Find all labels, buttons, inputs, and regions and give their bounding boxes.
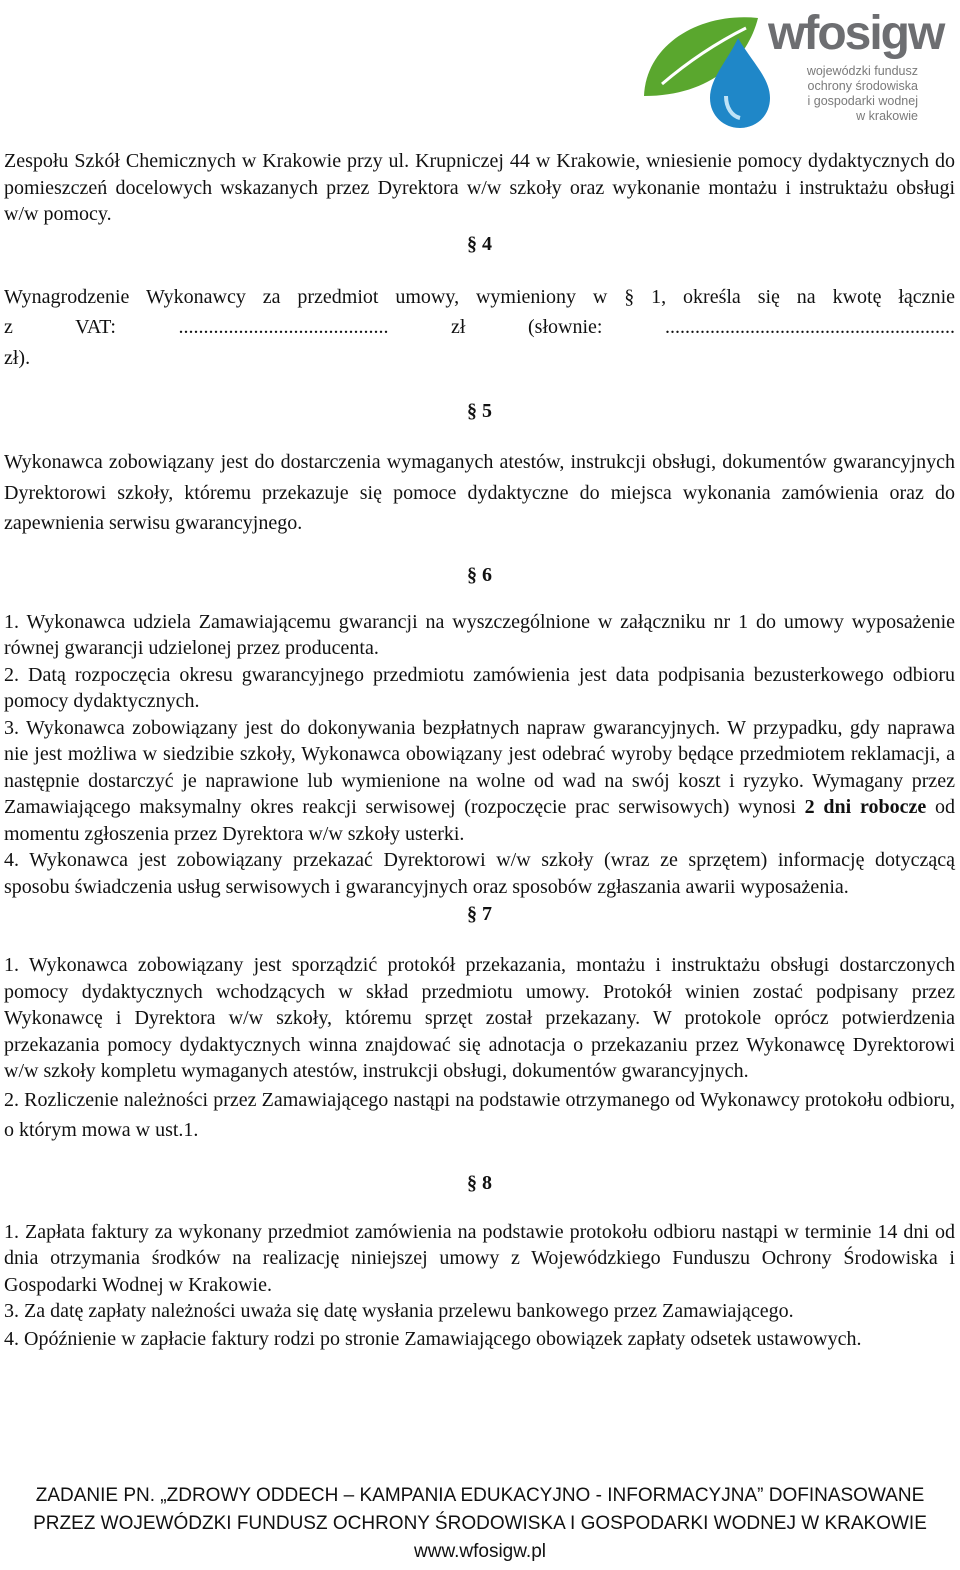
section-8-item-1: 1. Zapłata faktury za wykonany przedmiot zamówienia na podstawie protokołu odbioru nastąpi w terminie 14 dni od dnia otrzymania środków na realizację niniejszej umowy z Wojewódzkiego Funduszu Ochrony Środowiska i Gospodarki Wodnej w Krakowie. — [4, 1220, 955, 1296]
logo-tagline: wojewódzki fundusz ochrony środowiska i gospodarki wodnej w krakowie — [806, 64, 918, 123]
section-4-heading: § 4 — [467, 232, 492, 255]
response-time-emphasis: 2 dni robocze — [804, 796, 927, 818]
section-6-item-2: 2. Datą rozpoczęcia okresu gwarancyjnego przedmiotu zamówienia jest data podpisania bezusterkowego odbioru pomocy dydaktycznych. — [4, 663, 955, 712]
section-6-body — [4, 609, 955, 901]
section-6-item-4: 4. Wykonawca jest zobowiązany przekazać Dyrektorowi w/w szkoły (wraz ze sprzętem) informację dotyczącą sposobu świadczenia usług serwisowych i gwarancyjnych oraz sposobów zgłaszania awarii wyposażenia. — [4, 849, 955, 898]
footer-url: www.wfosigw.pl — [414, 1541, 546, 1562]
section-8-item-4: 4. Opóźnienie w zapłacie faktury rodzi po stronie Zamawiającego obowiązek zapłaty odsetek ustawowych. — [4, 1327, 862, 1350]
footer-line-1: ZADANIE PN. „ZDROWY ODDECH – KAMPANIA EDUKACYJNO - INFORMACYJNA” DOFINASOWANE — [35, 1485, 925, 1506]
section-7-heading: § 7 — [467, 903, 492, 925]
section-5-heading: § 5 — [467, 400, 492, 422]
document-body — [4, 148, 955, 1353]
section-6-item-3: 3. Wykonawca zobowiązany jest do dokonywania bezpłatnych napraw gwarancyjnych. W przypadku, gdy naprawa nie jest możliwa w siedzibie szkoły, Wykonawca obowiązany jest odebrać wyroby będące przedmiotem reklamacji, a następnie dostarczyć je naprawione lub wymienione na wolne od wad na swój koszt i ryzyko. Wymagany przez Zamawiającego maksymalny okres reakcji serwisowej (rozpoczęcie prac serwisowych) wynosi 2 dni robocze od momentu zgłoszenia przez Dyrektora w/w szkoły usterki. — [4, 716, 955, 845]
section-4-body — [4, 282, 955, 374]
section-8-item-3: 3. Za datę zapłaty należności uważa się datę wysłania przelewu bankowego przez Zamawiającego. — [4, 1300, 794, 1322]
wfosigw-logo — [640, 4, 944, 130]
section-7-body — [4, 952, 955, 1145]
section-8-body — [4, 1219, 955, 1353]
logo-wordmark: wfosigw — [768, 7, 944, 60]
section-4-line-1: Wynagrodzenie Wykonawcy za przedmiot umowy, wymieniony w § 1, określa się na kwotę łącznie — [4, 285, 955, 308]
page-footer — [0, 1482, 960, 1566]
section-6-item-1: 1. Wykonawca udziela Zamawiającemu gwarancji na wyszczególnione w załączniku nr 1 do umowy wyposażenie równej gwarancji udzielonej przez producenta. — [4, 610, 955, 659]
intro-paragraph: Zespołu Szkół Chemicznych w Krakowie przy ul. Krupniczej 44 w Krakowie, wniesienie pomocy dydaktycznych do pomieszczeń docelowych wskazanych przez Dyrektora w/w szkoły oraz wykonanie montażu i instruktażu obsługi w/w pomocy. — [4, 150, 955, 225]
section-4-line-3: zł). — [4, 346, 31, 369]
leaf-drop-icon — [640, 4, 780, 130]
section-8-heading: § 8 — [467, 1171, 492, 1194]
section-4-line-2: z VAT: .......................................... zł (słownie: .......................................................... — [4, 316, 955, 338]
section-7-item-2: 2. Rozliczenie należności przez Zamawiającego nastąpi na podstawie otrzymanego od Wykonawcy protokołu odbioru, o którym mowa w ust.1. — [4, 1088, 955, 1141]
section-6-heading: § 6 — [467, 563, 492, 586]
footer-line-2: PRZEZ WOJEWÓDZKI FUNDUSZ OCHRONY ŚRODOWISKA I GOSPODARKI WODNEJ W KRAKOWIE — [33, 1513, 927, 1534]
section-5-paragraph: Wykonawca zobowiązany jest do dostarczenia wymaganych atestów, instrukcji obsługi, dokumentów gwarancyjnych Dyrektorowi szkoły, któremu przekazuje się pomoce dydaktyczne do miejsca wykonania zamówienia oraz do zapewnienia serwisu gwarancyjnego. — [4, 451, 955, 534]
section-7-item-1: 1. Wykonawca zobowiązany jest sporządzić protokół przekazania, montażu i instruktażu obsługi dostarczonych pomocy dydaktycznych wchodzących w skład przedmiotu umowy. Protokół winien zostać podpisany przez Wykonawcę i Dyrektora w/w szkoły, któremu sprzęt został przekazany. W protokole oprócz potwierdzenia przekazania pomocy dydaktycznych winna znajdować się adnotacja o przekazaniu przez Wykonawcę Dyrektorowi w/w szkoły kompletu wymaganych atestów, instrukcji obsługi, dokumentów gwarancyjnych. — [4, 954, 955, 1082]
